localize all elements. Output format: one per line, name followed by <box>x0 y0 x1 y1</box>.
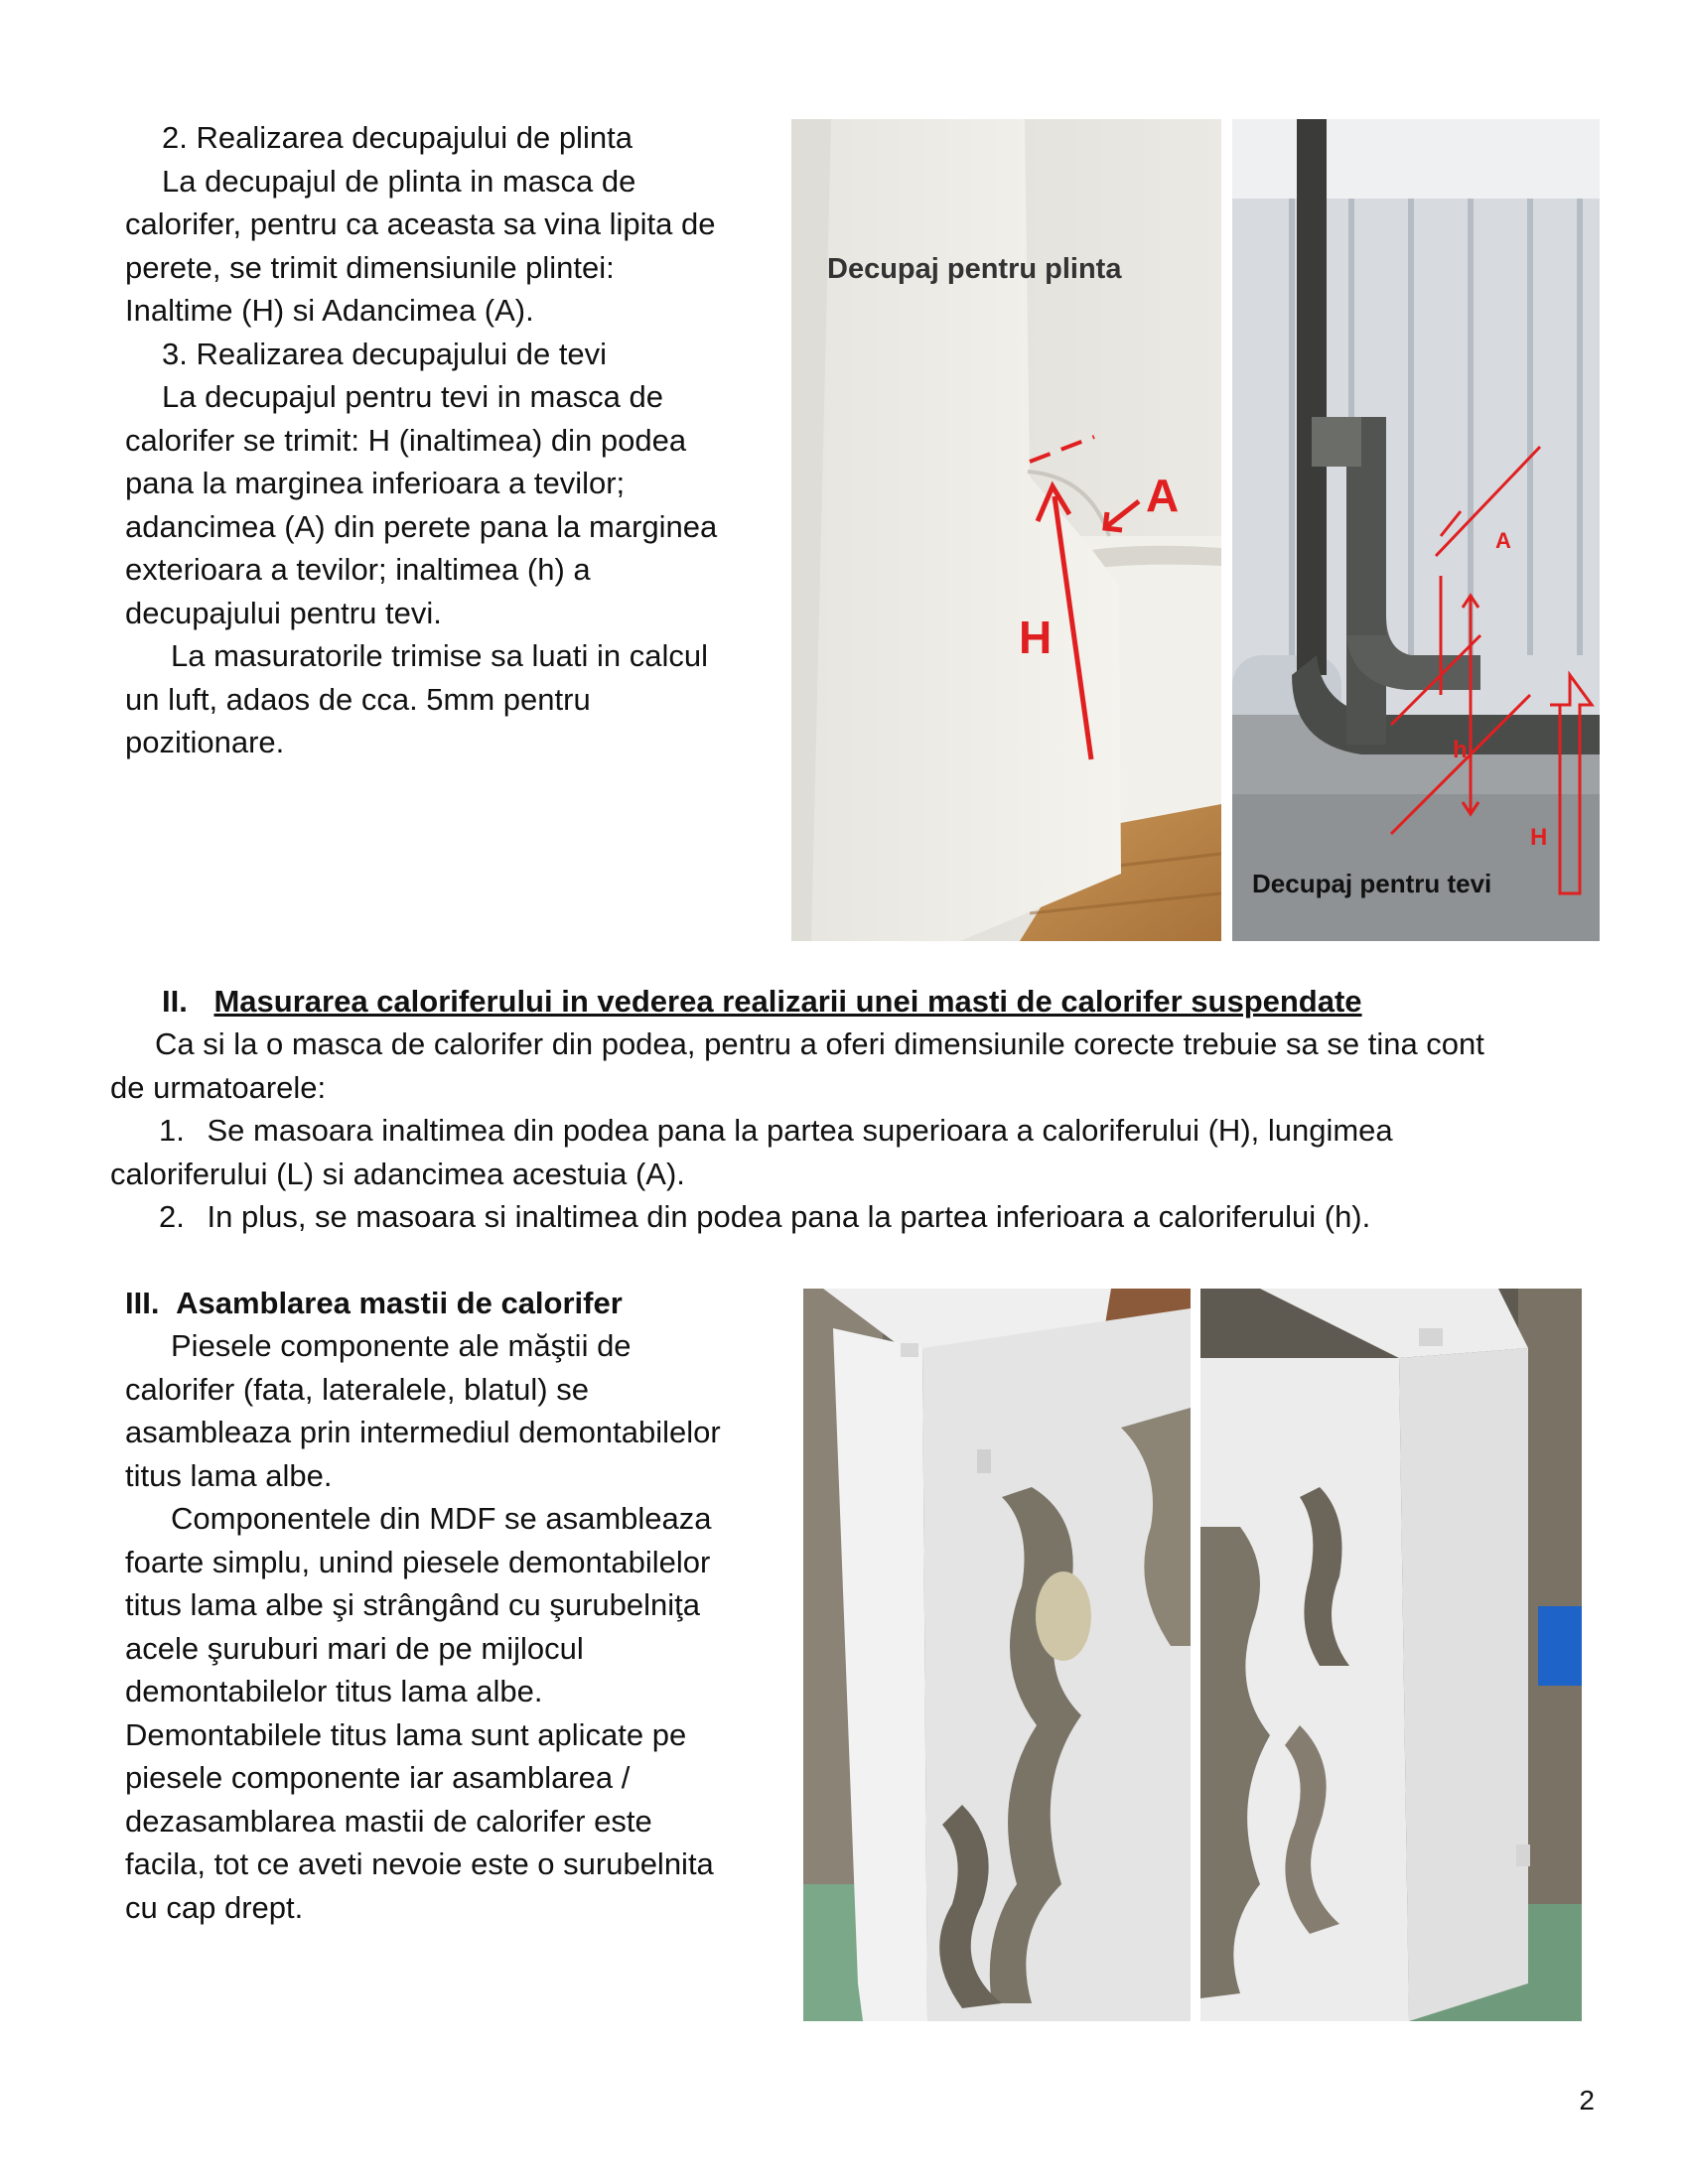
section3-para2: Componentele din MDF se asambleaza <box>171 1501 712 1536</box>
page-number: 2 <box>1579 2085 1595 2116</box>
item2-line: calorifer, pentru ca aceasta sa vina lipita de <box>125 206 716 241</box>
section3-para2: demontabilelor titus lama albe. <box>125 1674 543 1708</box>
note-line: pozitionare. <box>125 725 285 759</box>
section2-item2-num: 2. <box>159 1199 185 1234</box>
section2-title: Masurarea caloriferului in vederea realizarii unei masti de calorifer suspendate <box>213 984 1362 1019</box>
section3-para2: acele şuruburi mari de pe mijlocul <box>125 1630 584 1666</box>
section3-heading <box>125 1282 623 1324</box>
section3-body <box>125 1324 721 1929</box>
tevi-label-h-small: h <box>1453 737 1468 763</box>
section3-para1: Piesele componente ale măştii de <box>171 1328 632 1363</box>
tevi-label-h: H <box>1530 824 1548 851</box>
section3-title: Asamblarea mastii de calorifer <box>176 1286 623 1320</box>
photo-plinta-cutout <box>791 119 1221 941</box>
section3-para2: Demontabilele titus lama sunt aplicate pe <box>125 1716 687 1752</box>
section2-item1-text: Se masoara inaltimea din podea pana la partea superioara a caloriferului (H), lungimea <box>207 1113 1393 1148</box>
section3-para2: piesele componente iar asamblarea / <box>125 1760 631 1795</box>
item3-line: exterioara a tevilor; inaltimea (h) a <box>125 552 591 587</box>
section2-intro: de urmatoarele: <box>110 1069 327 1105</box>
section3-para2: foarte simplu, unind piesele demontabilelor <box>125 1544 711 1579</box>
section-top-text <box>125 116 717 764</box>
section2-item2-text: In plus, se masoara si inaltimea din podea pana la partea inferioara a caloriferului (h). <box>207 1199 1371 1234</box>
section3-para2: facila, tot ce aveti nevoie este o surubelnita <box>125 1846 714 1881</box>
section3-para1: titus lama albe. <box>125 1457 333 1493</box>
item3-line: calorifer se trimit: H (inaltimea) din podea <box>125 422 687 458</box>
item3-line: pana la marginea inferioara a tevilor; <box>125 466 626 500</box>
photo-tevi-cutout <box>1232 119 1600 941</box>
item3-title: 3. Realizarea decupajului de tevi <box>162 336 608 371</box>
plinta-label-a: A <box>1146 470 1180 521</box>
section3-para2: cu cap drept. <box>125 1889 304 1925</box>
tevi-label-a: A <box>1495 528 1511 553</box>
photo-mask-assembly-right <box>1200 1289 1582 2021</box>
item2-line: perete, se trimit dimensiunile plintei: <box>125 249 615 285</box>
note-line: La masuratorile trimise sa luati in calcul <box>171 638 708 673</box>
item2-line: La decupajul de plinta in masca de <box>162 163 636 199</box>
section3-para1: asambleaza prin intermediul demontabilelor <box>125 1415 721 1449</box>
section3-para1: calorifer (fata, lateralele, blatul) se <box>125 1371 589 1407</box>
plinta-caption: Decupaj pentru plinta <box>827 253 1122 285</box>
note-line: un luft, adaos de cca. 5mm pentru <box>125 681 591 717</box>
item2-line: Inaltime (H) si Adancimea (A). <box>125 293 534 328</box>
plinta-label-h: H <box>1019 612 1053 663</box>
section3-para2: dezasamblarea mastii de calorifer este <box>125 1803 652 1839</box>
section2-item1 <box>110 1109 1484 1153</box>
section2-intro: Ca si la o masca de calorifer din podea, pentru a oferi dimensiunile corecte trebuie sa se tina cont <box>155 1026 1484 1061</box>
item3-line: La decupajul pentru tevi in masca de <box>162 379 663 414</box>
section2-heading <box>162 980 1362 1023</box>
section2-item1-num: 1. <box>159 1113 185 1148</box>
section2-body <box>110 1023 1484 1239</box>
item3-line: adancimea (A) din perete pana la marginea <box>125 508 718 544</box>
tevi-caption: Decupaj pentru tevi <box>1252 869 1492 898</box>
section2-item1-cont: caloriferului (L) si adancimea acestuia (A). <box>110 1156 685 1191</box>
section3-numeral: III. <box>125 1286 160 1320</box>
item2-title: 2. Realizarea decupajului de plinta <box>162 120 633 155</box>
section2-item2 <box>110 1195 1484 1239</box>
photo-mask-assembly-left <box>803 1289 1191 2021</box>
section2-numeral: II. <box>162 984 188 1019</box>
section3-para2: titus lama albe şi strângând cu şurubelniţa <box>125 1587 700 1622</box>
item3-line: decupajului pentru tevi. <box>125 595 442 630</box>
